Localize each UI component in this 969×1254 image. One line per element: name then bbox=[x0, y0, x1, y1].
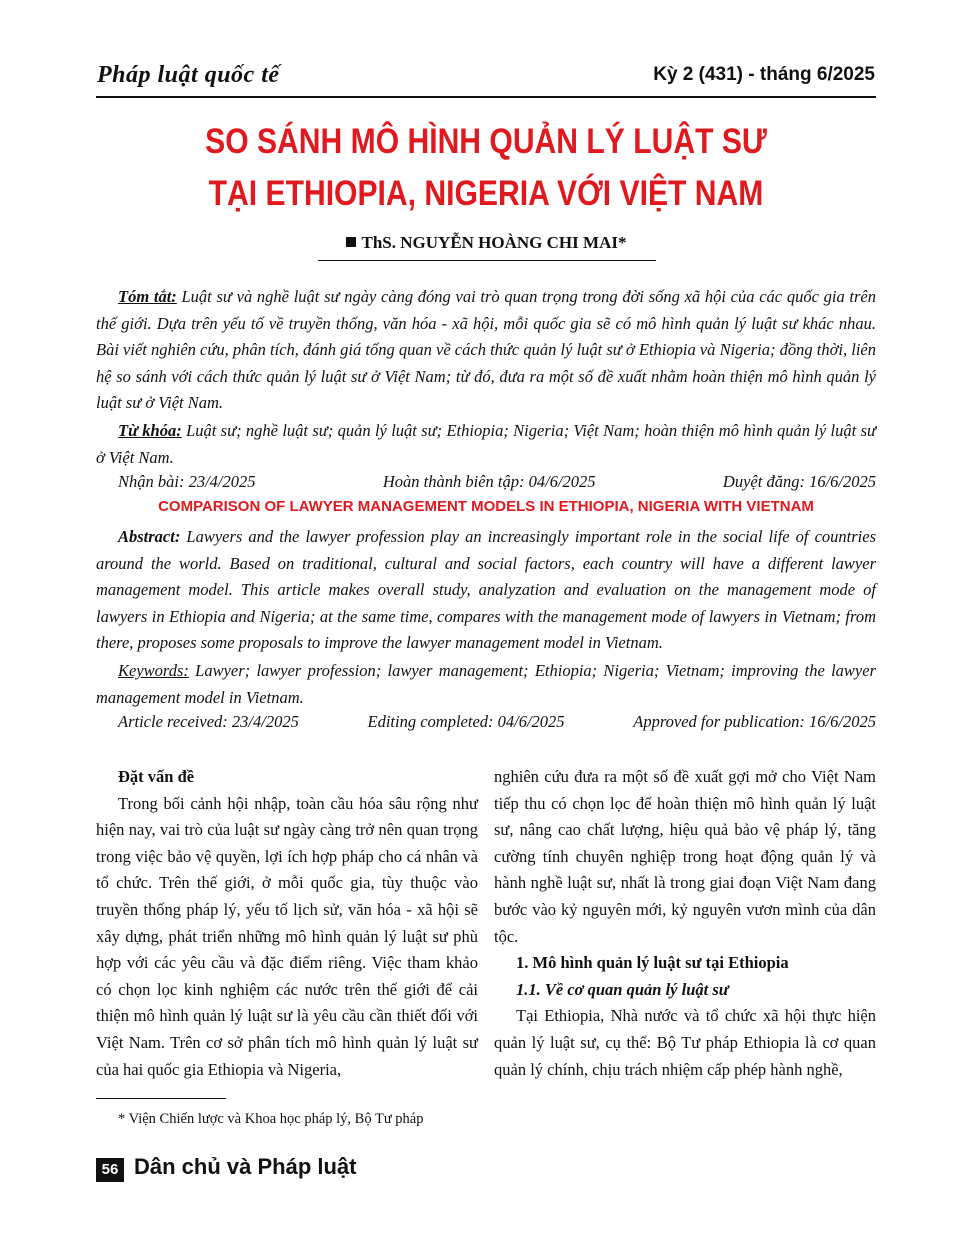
section-1-1-heading: 1.1. Về cơ quan quản lý luật sư bbox=[516, 979, 729, 999]
abstract-vi-text: Luật sư và nghề luật sư ngày càng đóng vai trò quan trọng trong đời sống xã hội của các quốc gia trên thế giới. Dựa trên yếu tố về truyền thống, văn hóa - xã hội, mỗi quốc gia sẽ có mô hình quản lý luật sư khác nhau. Bài viết nghiên cứu, phân tích, đánh giá tổng quan về cách thức quản lý luật sư ở Ethiopia và Nigeria; đồng thời, liên hệ so sánh với cách thức quản lý luật sư ở Việt Nam; từ đó, đưa ra một số đề xuất nhằm hoàn thiện mô hình quản lý luật sư ở Việt Nam. bbox=[96, 287, 876, 412]
date-edited-vi: Hoàn thành biên tập: 04/6/2025 bbox=[382, 472, 596, 491]
abstract-vi-label: Tóm tắt: bbox=[118, 287, 177, 306]
keywords-en-label: Keywords: bbox=[118, 661, 189, 680]
article-title-en: COMPARISON OF LAWYER MANAGEMENT MODELS IN ETHIOPIA, NIGERIA WITH VIETNAM bbox=[158, 498, 814, 515]
body-column-right bbox=[494, 764, 876, 1083]
issue-label: Kỳ 2 (431) - tháng 6/2025 bbox=[653, 64, 875, 85]
dates-vi bbox=[96, 472, 876, 492]
abstract-vi bbox=[96, 284, 876, 417]
footnote: * Viện Chiến lược và Khoa học pháp lý, Bộ Tư pháp bbox=[118, 1111, 424, 1127]
abstract-en-text: Lawyers and the lawyer profession play an increasingly important role in the social life of countries around the world. Based on traditional, cultural and social factors, each country will have a different lawyer management model. This article makes overall study, analyzation and evaluation on the management mode of lawyers in Ethiopia and Nigeria; at the same time, compares with the management mode of lawyers in Vietnam; from there, proposes some proposals to improve the lawyer management model in Vietnam. bbox=[96, 527, 876, 652]
author-name: ThS. NGUYỄN HOÀNG CHI MAI* bbox=[361, 233, 627, 252]
keywords-vi-label: Từ khóa: bbox=[118, 421, 182, 440]
page-number: 56 bbox=[96, 1158, 124, 1182]
author bbox=[96, 233, 876, 253]
section-1-heading: 1. Mô hình quản lý luật sư tại Ethiopia bbox=[516, 953, 789, 973]
date-approved-en: Approved for publication: 16/6/2025 bbox=[633, 712, 876, 731]
intro-continuation: nghiên cứu đưa ra một số đề xuất gợi mở cho Việt Nam tiếp thu có chọn lọc để hoàn thiện mô hình quản lý luật sư, nâng cao chất lượng, hiệu quả bảo vệ pháp lý, tăng cường tính chuyên nghiệp trong hoạt động quản lý và hành nghề luật sư, nhất là trong giai đoạn Việt Nam đang bước vào kỷ nguyên mới, kỷ nguyên vươn mình của dân tộc. bbox=[494, 767, 876, 946]
article-title-line-2: TẠI ETHIOPIA, NIGERIA VỚI VIỆT NAM bbox=[208, 174, 764, 213]
footer-journal-name: Dân chủ và Pháp luật bbox=[134, 1154, 357, 1179]
footnote-rule bbox=[96, 1098, 226, 1099]
keywords-en-text: Lawyer; lawyer profession; lawyer management; Ethiopia; Nigeria; Vietnam; improving the lawyer management model in Vietnam. bbox=[96, 661, 876, 707]
article-title bbox=[151, 116, 822, 220]
intro-paragraph: Trong bối cảnh hội nhập, toàn cầu hóa sâu rộng như hiện nay, vai trò của luật sư ngày càng trở nên quan trọng trong việc bảo vệ quyền, lợi ích hợp pháp cho cá nhân và tổ chức. Trên thế giới, ở mỗi quốc gia, tùy thuộc vào truyền thống pháp lý, yếu tố lịch sử, văn hóa - xã hội sẽ xây dựng, phát triển những mô hình quản lý luật sư phù hợp với các yêu cầu và đặc điểm riêng. Việc tham khảo có chọn lọc kinh nghiệm các nước trên thế giới để cải thiện mô hình quản lý luật sư là yêu cầu cần thiết đối với Việt Nam. Trên cơ sở phân tích mô hình quản lý luật sư của hai quốc gia Ethiopia và Nigeria, bbox=[96, 793, 478, 1079]
section-1-1-paragraph: Tại Ethiopia, Nhà nước và tổ chức xã hội thực hiện quản lý luật sư, cụ thể: Bộ Tư pháp Ethiopia là cơ quan quản lý chính, chịu trách nhiệm cấp phép hành nghề, bbox=[494, 1006, 876, 1079]
header-rule bbox=[96, 96, 876, 98]
body-column-left bbox=[96, 764, 478, 1083]
date-received-en: Article received: 23/4/2025 bbox=[118, 712, 299, 731]
date-approved-vi: Duyệt đăng: 16/6/2025 bbox=[722, 472, 876, 491]
keywords-vi bbox=[96, 418, 876, 471]
author-rule bbox=[318, 260, 656, 261]
article-title-line-1: SO SÁNH MÔ HÌNH QUẢN LÝ LUẬT SƯ bbox=[205, 122, 767, 161]
keywords-vi-text: Luật sư; nghề luật sư; quản lý luật sư; Ethiopia; Nigeria; Việt Nam; hoàn thiện mô hình quản lý luật sư ở Việt Nam. bbox=[96, 421, 876, 467]
intro-heading: Đặt vấn đề bbox=[118, 767, 195, 786]
date-edited-en: Editing completed: 04/6/2025 bbox=[367, 712, 565, 731]
dates-en bbox=[96, 712, 876, 732]
square-bullet-icon bbox=[346, 237, 356, 247]
keywords-en bbox=[96, 658, 876, 711]
journal-section-name: Pháp luật quốc tế bbox=[97, 62, 280, 88]
abstract-en-label: Abstract: bbox=[118, 527, 181, 546]
date-received-vi: Nhận bài: 23/4/2025 bbox=[118, 472, 256, 491]
abstract-en bbox=[96, 524, 876, 657]
